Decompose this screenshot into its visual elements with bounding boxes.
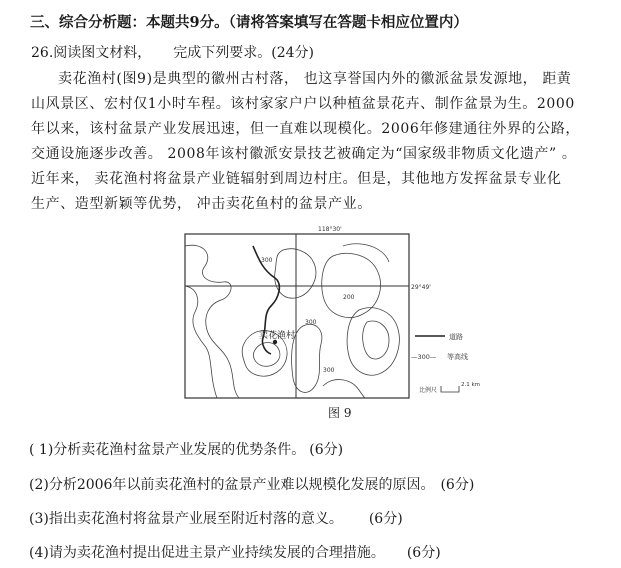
question-number-title: 26.阅读图文材料， [31, 45, 152, 61]
scale-value: 2.1 km [461, 382, 481, 388]
sub-question-text: (4)请为卖花渔村提出促进主景产业持续发展的合理措施。 [29, 545, 385, 561]
legend-road-label: 道路 [449, 333, 463, 341]
sub-question-score: (6分) [368, 511, 403, 527]
sub-question-text: (3)指出卖花渔村将盆景产业展至附近村落的意义。 [29, 511, 343, 527]
passage-line: 交通设施逐步改善。 2008年该村徽派安景技艺被确定为“国家级非物质文化遗产” 。 [31, 146, 577, 162]
question-instruction: 完成下列要求。(24分) [173, 45, 315, 61]
scale-bar [441, 386, 459, 392]
sub-question-2 [29, 476, 474, 494]
village-topographic-map [183, 226, 483, 426]
legend-contour-symbol: —300— [411, 353, 437, 361]
longitude-label: 118°30' [318, 226, 342, 233]
sub-question-4 [29, 544, 441, 562]
sub-question-score: (6分) [309, 442, 344, 458]
sub-question-score: (6分) [406, 545, 441, 561]
figure-caption: 图 9 [328, 406, 352, 420]
contour-value-label: 200 [343, 294, 355, 301]
village-label: 卖花渔村 [259, 331, 296, 341]
question-title [31, 44, 314, 62]
map-frame [185, 234, 409, 398]
sub-question-text: ( 1)分析卖花渔村盆景产业发展的优势条件。 [29, 442, 306, 458]
sub-question-3 [29, 510, 403, 528]
legend-contour-label: 等高线 [447, 353, 468, 361]
sub-question-1 [29, 441, 343, 459]
section-heading-note: （请将答案填写在答题卡相应位置内） [228, 14, 468, 31]
scale-label: 比例尺 [419, 387, 438, 394]
passage-line: 山风景区、宏村仅1小时车程。该村家家户户以种植盆景花卉、制作盆景为生。2000 [31, 96, 575, 112]
sub-question-score: (6分) [440, 477, 475, 493]
passage-line: 卖花渔村(图9)是典型的徽州古村落， 也这享誉国内外的徽派盆景发源地， 距黄 [58, 71, 572, 87]
latitude-label: 29°49' [411, 284, 431, 291]
sub-question-text: (2)分析2006年以前卖花渔村的盆景产业难以规模化发展的原因。 [29, 477, 435, 493]
contour-value-label: 300 [261, 257, 273, 264]
passage-line: 生产、造型新颖等优势， 冲击卖花鱼村的盆景产业。 [31, 196, 372, 212]
passage-line: 近年来， 卖花渔村将盆景产业链辐射到周边村庄。但是，其他地方发挥盆景专业化 [31, 171, 562, 187]
passage-line: 年以来，该村盆景产业发展迅速，但一直难以现模化。2006年修建通往外界的公路， [31, 121, 581, 137]
section-heading-title: 三、综合分析题：本题共9分。 [30, 14, 229, 31]
contour-value-label: 300 [305, 319, 317, 326]
contour-value-label: 300 [323, 367, 335, 374]
section-heading [30, 14, 468, 32]
